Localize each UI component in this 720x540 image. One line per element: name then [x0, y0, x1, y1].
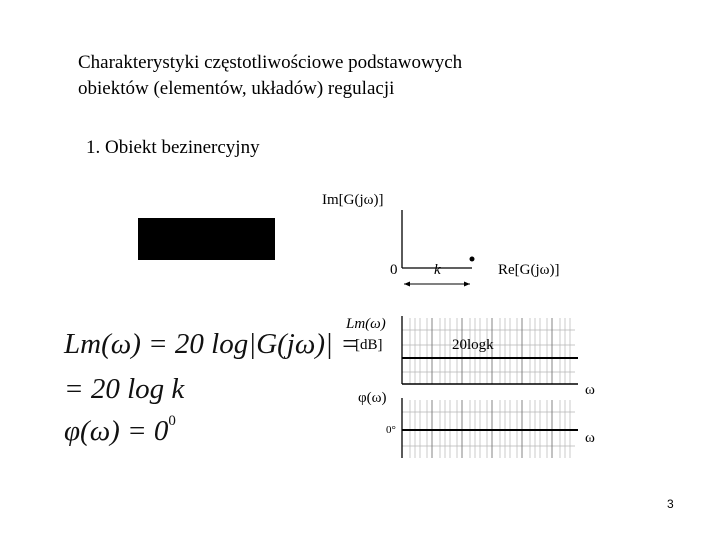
- title-line-2: obiektów (elementów, układów) regulacji: [78, 78, 395, 99]
- nyquist-point: [470, 257, 475, 262]
- nyquist-im-label: Im[G(jω)]: [322, 192, 384, 208]
- formula-phase-main: φ(ω) = 0: [64, 415, 169, 447]
- magnitude-ylabel: Lm(ω): [346, 316, 386, 332]
- nyquist-origin-label: 0: [390, 262, 398, 278]
- k-arrow-right: [464, 282, 470, 287]
- phase-zero-label: 0°: [386, 424, 396, 436]
- section-heading: 1. Obiekt bezinercyjny: [86, 137, 260, 158]
- nyquist-k-label: k: [434, 262, 441, 278]
- nyquist-re-label: Re[G(jω)]: [498, 262, 560, 278]
- formula-lm: Lm(ω) = 20 log|G(jω)| =: [64, 328, 360, 360]
- formula-lm-result: = 20 log k: [64, 373, 185, 405]
- formula-phase: [64, 415, 176, 448]
- page-number: 3: [667, 497, 674, 511]
- phase-ylabel: φ(ω): [358, 390, 387, 406]
- k-arrow-left: [404, 282, 410, 287]
- formula-phase-sup: 0: [168, 413, 176, 429]
- magnitude-unit: [dB]: [355, 337, 383, 353]
- phase-x-label: ω: [585, 430, 595, 446]
- magnitude-level-label: 20logk: [452, 337, 494, 353]
- magnitude-x-label: ω: [585, 382, 595, 398]
- title-line-1: Charakterystyki częstotliwościowe podstawowych: [78, 52, 463, 73]
